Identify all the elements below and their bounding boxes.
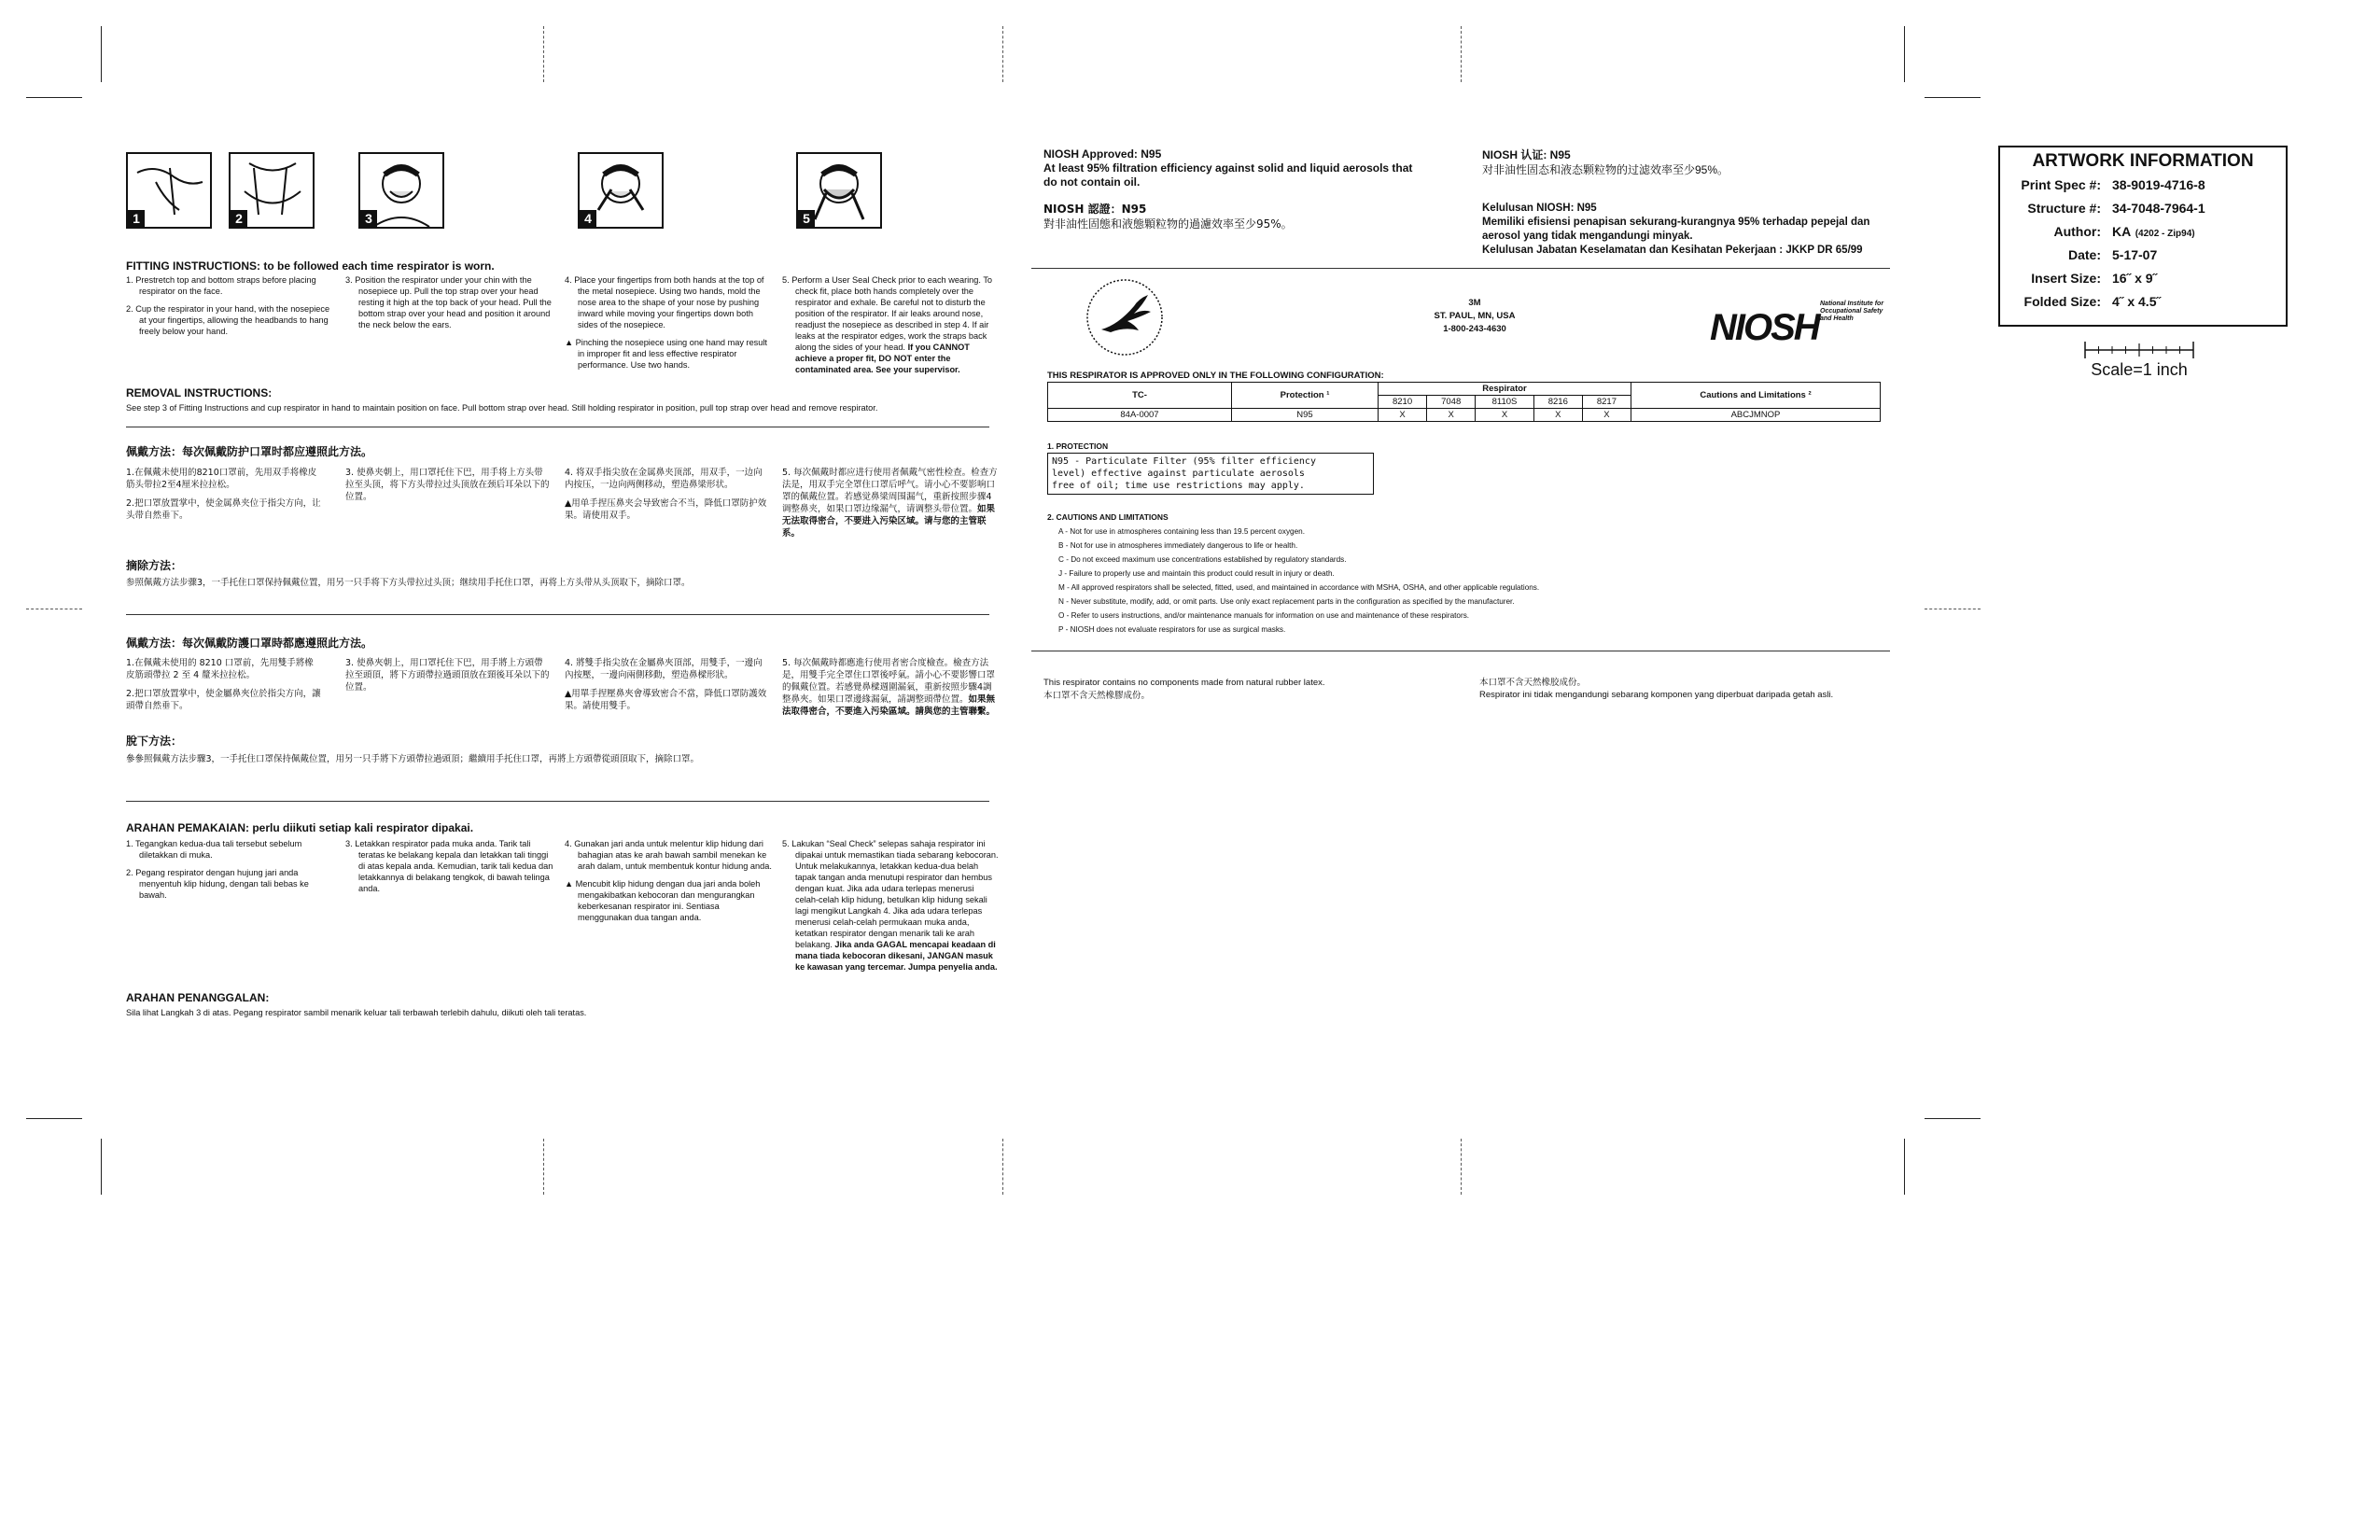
instruction-step: 2. Cup the respirator in your hand, with the nosepiece at your fingertips, allowing the headbands to hang freely below your hand. xyxy=(126,304,330,336)
simplified-col-4 xyxy=(782,467,999,546)
fitting-instructions-title: FITTING INSTRUCTIONS: to be followed each time respirator is worn. xyxy=(126,259,495,273)
scale-ruler xyxy=(2083,340,2195,360)
config-model: 8216 xyxy=(1533,396,1582,409)
approval-tc-text: 對非油性固態和液態顆粒物的過濾效率至少95%。 xyxy=(1043,217,1293,231)
instruction-step: 2. Pegang respirator dengan hujung jari anda menyentuh klip hidung, dengan tali bebas ke bawah. xyxy=(126,868,309,900)
artwork-title: ARTWORK INFORMATION xyxy=(2032,151,2254,171)
simplified-col-2 xyxy=(345,467,551,510)
step-number: 5 xyxy=(798,210,815,227)
simplified-col-3 xyxy=(565,467,770,528)
config-header-tc: TC- xyxy=(1048,383,1232,409)
manufacturer-city: ST. PAUL, MN, USA xyxy=(1434,311,1516,321)
cautions-list xyxy=(1058,525,1898,637)
malay-col-4 xyxy=(782,838,999,979)
instruction-warning: ▲用單手捏壓鼻夾會導致密合不當，降低口罩防護效果。請使用雙手。 xyxy=(565,689,767,711)
instruction-step: 4. 将双手指尖放在金属鼻夹顶部，用双手，一边向内按压，一边向两侧移动，塑造鼻梁形状。 xyxy=(565,468,763,490)
config-header-cautions: Cautions and Limitations ² xyxy=(1631,383,1881,409)
instruction-step: 4. Gunakan jari anda untuk melentur klip hidung dari bahagian atas ke arah bawah sambil menekan ke arah dalam, untuk membentuk kontur hidung anda. xyxy=(565,839,772,871)
fold-mark xyxy=(1002,26,1003,82)
step-number: 4 xyxy=(580,210,596,227)
manufacturer-block xyxy=(1400,297,1549,336)
latex-sc: 本口罩不含天然橡胶成份。 xyxy=(1479,678,1587,688)
artwork-row: Folded Size: 4˝ x 4.5˝ xyxy=(2023,294,2162,309)
fold-mark xyxy=(1461,26,1462,82)
latex-en-block xyxy=(1043,677,1445,702)
instruction-step: 2.把口罩放置掌中，使金属鼻夹位于指尖方向，让头带自然垂下。 xyxy=(126,498,321,521)
fold-mark xyxy=(1461,1139,1462,1195)
artwork-row: Author: KA (4202 - Zip94) xyxy=(2053,224,2195,239)
artwork-info-panel xyxy=(1998,146,2288,327)
crop-mark xyxy=(101,26,102,82)
fold-mark xyxy=(543,1139,544,1195)
protection-box xyxy=(1047,453,1374,495)
instruction-step: 1. Prestretch top and bottom straps before placing respirator on the face. xyxy=(126,275,316,296)
list-item: O - Refer to users instructions, and/or maintenance manuals for information on use and maintenance of these respirators. xyxy=(1058,611,1470,620)
latex-en: This respirator contains no components made from natural rubber latex. xyxy=(1043,678,1325,688)
config-cell-mark: X xyxy=(1379,409,1427,422)
malay-col-1 xyxy=(126,838,336,907)
config-cell-cautions: ABCJMNOP xyxy=(1631,409,1881,422)
artwork-row: Insert Size: 16˝ x 9˝ xyxy=(2031,271,2158,286)
approval-en-title: NIOSH Approved: N95 xyxy=(1043,147,1162,161)
list-item: J - Failure to properly use and maintain this product could result in injury or death. xyxy=(1058,569,1335,578)
instruction-step: 1. Tegangkan kedua-dua tali tersebut sebelum diletakkan di muka. xyxy=(126,839,302,860)
latex-tc: 本口罩不含天然橡膠成份。 xyxy=(1043,691,1151,701)
config-cell-mark: X xyxy=(1476,409,1534,422)
config-header-protection: Protection ¹ xyxy=(1232,383,1379,409)
crop-mark xyxy=(101,1139,102,1195)
step-number: 2 xyxy=(231,210,247,227)
protection-line: level) effective against particulate aerosols xyxy=(1052,469,1305,479)
instruction-step: 3. 使鼻夹朝上，用口罩托住下巴，用手将上方头带拉至头顶，将下方头带拉过头顶放在颈后耳朵以下的位置。 xyxy=(345,468,550,502)
simplified-title: 佩戴方法：每次佩戴防护口罩时都应遵照此方法。 xyxy=(126,445,373,458)
config-model: 8217 xyxy=(1582,396,1631,409)
step-number: 3 xyxy=(360,210,377,227)
instruction-step: 5. 每次佩戴时都应进行使用者佩戴气密性检查。检查方法是，用双手完全罩住口罩后呼气。请小心不要影响口罩的佩戴位置。若感觉鼻梁周围漏气，重新按照步骤4调整鼻夹，如果口罩边缘漏气，请调整头带位置。如果无法取得密合，不要进入污染区域。请与您的主管联系。 xyxy=(782,468,998,539)
malay-title: ARAHAN PEMAKAIAN: perlu diikuti setiap kali respirator dipakai. xyxy=(126,821,474,834)
traditional-title: 佩戴方法：每次佩戴防護口罩時都應遵照此方法。 xyxy=(126,637,373,650)
fold-mark xyxy=(543,26,544,82)
approval-ms-extra: Kelulusan Jabatan Keselamatan dan Kesihatan Pekerjaan : JKKP DR 65/99 xyxy=(1482,245,1863,256)
list-item: A - Not for use in atmospheres containing less than 19.5 percent oxygen. xyxy=(1058,527,1305,536)
instruction-step: 2.把口罩放置掌中，使金屬鼻夾位於指尖方向，讓頭帶自然垂下。 xyxy=(126,689,321,711)
step-number: 1 xyxy=(128,210,145,227)
english-col-2 xyxy=(345,274,555,337)
config-model: 7048 xyxy=(1427,396,1476,409)
approval-ms-text: Memiliki efisiensi penapisan sekurang-kurangnya 95% terhadap pepejal dan aerosol yang tidak mengandungi minyak. xyxy=(1482,217,1870,242)
list-item: M - All approved respirators shall be selected, fitted, used, and maintained in accordance with MSHA, OSHA, and other applicable regulations. xyxy=(1058,583,1540,592)
config-cell-mark: X xyxy=(1427,409,1476,422)
instruction-step: 5. Perform a User Seal Check prior to each wearing. To check fit, place both hands completely over the respirator and exhale. Be careful not to disturb the position of the respirator. If air leaks around nose, readjust the nosepiece as described in step 4. If air leaks at the respirator edges, work the straps back along the sides of your head. If you CANNOT achieve a proper fit, DO NOT enter the contaminated area. See your supervisor. xyxy=(782,275,993,374)
instruction-step: 3. 使鼻夾朝上，用口罩托住下巴，用手將上方頭帶拉至頭頂，將下方頭帶拉過頭頂放在頸後耳朵以下的位置。 xyxy=(345,658,550,693)
instruction-step: 4. Place your fingertips from both hands at the top of the metal nosepiece. Using two hands, mold the nose area to the shape of your nose by pushing inward while moving your fingertips down both sides of the nosepiece. xyxy=(565,275,764,329)
english-col-4 xyxy=(782,274,999,382)
approval-sc-text: 对非油性固态和液态颗粒物的过滤效率至少95%。 xyxy=(1482,163,1729,176)
artwork-row: Print Spec #: 38-9019-4716-8 xyxy=(2021,177,2205,192)
section-divider xyxy=(126,801,989,802)
approval-ms-title: Kelulusan NIOSH: N95 xyxy=(1482,203,1597,214)
step-illustration-3 xyxy=(358,152,444,229)
config-cell-protection: N95 xyxy=(1232,409,1379,422)
instruction-warning: ▲ Mencubit klip hidung dengan dua jari anda boleh mengakibatkan kebocoran dan mengurangkan keberkesanan respirator ini. Sentiasa menggunakan dua tangan anda. xyxy=(565,879,761,922)
approval-tc xyxy=(1043,202,1417,231)
malay-removal-title: ARAHAN PENANGGALAN: xyxy=(126,991,270,1004)
crop-mark xyxy=(1904,26,1905,82)
config-cell-tc: 84A-0007 xyxy=(1048,409,1232,422)
approval-en xyxy=(1043,147,1417,189)
traditional-col-1 xyxy=(126,657,322,719)
niosh-logo xyxy=(1710,299,1887,347)
step-illustration-5 xyxy=(796,152,882,229)
malay-col-2 xyxy=(345,838,555,901)
traditional-col-4 xyxy=(782,657,999,724)
crop-mark xyxy=(1925,1118,1981,1119)
traditional-col-3 xyxy=(565,657,770,719)
malay-removal-text: Sila lihat Langkah 3 di atas. Pegang respirator sambil menarik keluar tali terbawah terlebih dahulu, diikuti oleh tali teratas. xyxy=(126,1008,587,1017)
section-divider xyxy=(126,614,989,615)
config-title: THIS RESPIRATOR IS APPROVED ONLY IN THE FOLLOWING CONFIGURATION: xyxy=(1047,371,1384,381)
instruction-step: 5. Lakukan “Seal Check” selepas sahaja respirator ini dipakai untuk memastikan tiada sebarang kebocoran. Untuk melakukannya, letakkan kedua-dua belah tapak tangan anda menutupi respirator dan hembus dengan kuat. Jika ada udara terlepas menerusi celah-celah klip hidung, betulkan klip hidung sekali lagi mengikut Langkah 4. Jika ada udara terlepas menerusi celah-celah permukaan muka anda, ketatkan respirator dengan menarik tali ke arah belakang. Jika anda GAGAL mencapai keadaan di mana tiada kebocoran dikesani, JANGAN masuk ke kawasan yang tercemar. Jumpa penyelia anda. xyxy=(782,839,999,972)
approval-sc-title: NIOSH 认证: N95 xyxy=(1482,148,1571,161)
instruction-step: 3. Letakkan respirator pada muka anda. Tarik tali teratas ke belakang kepala dan letakkan tali tinggi di atas kepala anda. Kemudian, tarik tali kedua dan letakkannya di belakang tengkok, di bawah telinga anda. xyxy=(345,839,553,893)
instruction-step: 1.在佩戴未使用的8210口罩前，先用双手将橡皮筋头带拉2至4厘米拉拉松。 xyxy=(126,468,317,490)
latex-ms: Respirator ini tidak mengandungi sebarang komponen yang diperbuat daripada getah asli. xyxy=(1479,690,1834,700)
config-header-respirator: Respirator xyxy=(1379,383,1631,396)
simplified-removal-title: 摘除方法： xyxy=(126,559,183,572)
crop-mark xyxy=(1904,1139,1905,1195)
hhs-seal-logo xyxy=(1083,275,1167,359)
traditional-col-2 xyxy=(345,657,551,700)
step-illustration-2 xyxy=(229,152,315,229)
fold-mark xyxy=(1002,1139,1003,1195)
niosh-logo-tagline: National Institute for Occupational Safety and Health xyxy=(1820,301,1884,322)
malay-col-3 xyxy=(565,838,775,930)
cautions-title: 2. CAUTIONS AND LIMITATIONS xyxy=(1047,512,1169,522)
instruction-warning: ▲用单手捏压鼻夹会导致密合不当，降低口罩防护效果。请使用双手。 xyxy=(565,498,767,521)
instruction-warning: ▲ Pinching the nosepiece using one hand may result in improper fit and less effective respirator performance. Use two hands. xyxy=(565,338,767,370)
approval-ms xyxy=(1482,202,1893,258)
list-item: B - Not for use in atmospheres immediately dangerous to life or health. xyxy=(1058,541,1298,550)
traditional-removal-text: 參參照佩戴方法步驟3，一手托住口罩保持佩戴位置，用另一只手將下方頭帶拉過頭頂；繼續用手托住口罩，再將上方頭帶從頭頂取下，摘除口罩。 xyxy=(126,754,700,764)
artwork-row: Structure #: 34-7048-7964-1 xyxy=(2027,201,2205,216)
crop-mark xyxy=(1925,97,1981,98)
simplified-col-1 xyxy=(126,467,322,528)
table-row xyxy=(1048,409,1881,422)
config-cell-mark: X xyxy=(1582,409,1631,422)
approval-tc-title: NIOSH 認證：N95 xyxy=(1043,203,1147,216)
crop-mark xyxy=(26,1118,82,1119)
step-illustration-1 xyxy=(126,152,212,229)
approval-en-text: At least 95% filtration efficiency against solid and liquid aerosols that do not contain oil. xyxy=(1043,161,1413,189)
instruction-step: 4. 將雙手指尖放在金屬鼻夾頂部，用雙手，一邊向內按壓，一邊向兩側移動，塑造鼻樑形狀。 xyxy=(565,658,763,680)
manufacturer-phone: 1-800-243-4630 xyxy=(1443,324,1506,334)
protection-title: 1. PROTECTION xyxy=(1047,441,1109,451)
section-divider xyxy=(1031,268,1890,269)
list-item: C - Do not exceed maximum use concentrations established by regulatory standards. xyxy=(1058,555,1347,564)
protection-line: N95 - Particulate Filter (95% filter efficiency xyxy=(1052,456,1316,467)
config-model: 8110S xyxy=(1476,396,1534,409)
artwork-row: Date: 5-17-07 xyxy=(2067,247,2158,262)
list-item: N - Never substitute, modify, add, or omit parts. Use only exact replacement parts in the configuration as specified by the manufacturer. xyxy=(1058,597,1515,606)
niosh-logo-text: NIOSH xyxy=(1710,307,1819,348)
config-cell-mark: X xyxy=(1533,409,1582,422)
simplified-removal-text: 参照佩戴方法步骤3，一手托住口罩保持佩戴位置，用另一只手将下方头带拉过头顶；继续用手托住口罩，再将上方头带从头顶取下，摘除口罩。 xyxy=(126,578,691,588)
english-col-1 xyxy=(126,274,336,343)
list-item: P - NIOSH does not evaluate respirators for use as surgical masks. xyxy=(1058,625,1286,634)
instruction-step: 1.在佩戴未使用的 8210 口罩前，先用雙手將橡皮筋頭帶拉 2 至 4 釐米拉拉松。 xyxy=(126,658,314,680)
config-table xyxy=(1047,382,1881,422)
english-col-3 xyxy=(565,274,775,377)
scale-label: Scale=1 inch xyxy=(2091,360,2188,379)
step-illustration-4 xyxy=(578,152,664,229)
traditional-removal-title: 脫下方法： xyxy=(126,735,183,748)
instruction-step: 5. 每次佩戴時都應進行使用者密合度檢查。檢查方法是，用雙手完全罩住口罩後呼氣。請小心不要影響口罩的佩戴位置。若感覺鼻樑週圍漏氣，重新按照步驟4調整鼻夾。如果口罩邊緣漏氣，請調整頭帶位置。如果無法取得密合，不要進入污染區域。請與您的主管聯繫。 xyxy=(782,658,996,717)
approval-sc xyxy=(1482,147,1893,177)
manufacturer-name: 3M xyxy=(1468,298,1481,308)
protection-line: free of oil; time use restrictions may apply. xyxy=(1052,481,1305,491)
removal-instructions-title: REMOVAL INSTRUCTIONS: xyxy=(126,386,273,399)
removal-instructions-text: See step 3 of Fitting Instructions and cup respirator in hand to maintain position on face. Pull bottom strap over head. Still holding respirator in position, pull top strap over head and remove respirator. xyxy=(126,403,878,413)
config-model: 8210 xyxy=(1379,396,1427,409)
crop-mark xyxy=(26,97,82,98)
instruction-step: 3. Position the respirator under your chin with the nosepiece up. Pull the top strap over your head resting it high at the top back of your head. Pull the bottom strap over your head and position it around the neck below the ears. xyxy=(345,275,552,329)
latex-ms-block xyxy=(1479,677,1899,702)
